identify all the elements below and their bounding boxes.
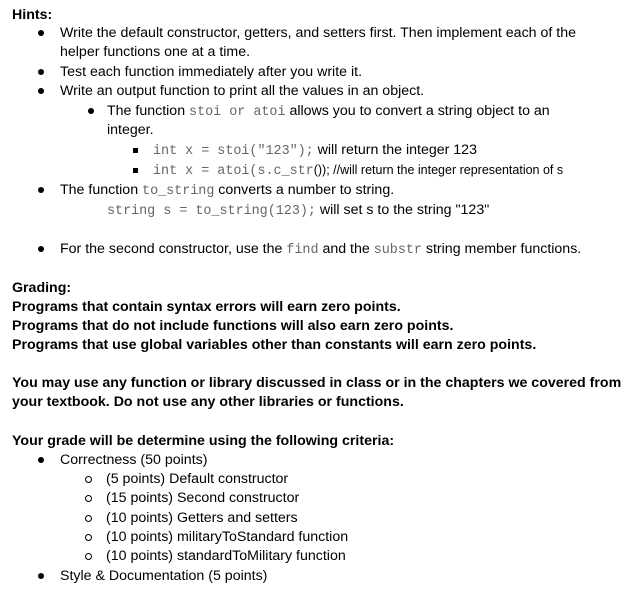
bullet-dot <box>38 24 44 42</box>
hint-3: Write an output function to print all the values in an object. <box>60 83 425 99</box>
code-or: or <box>221 105 254 120</box>
hint-3-sub <box>107 102 550 122</box>
usage-line-1: You may use any function or library discussed in class or in the chapters we covered from <box>12 375 622 391</box>
criteria-item: (5 points) Default constructor <box>106 471 289 487</box>
correctness-item: Correctness (50 points) <box>60 452 208 468</box>
hint-5 <box>60 240 581 260</box>
hint-3-sub-line-2: integer. <box>107 122 154 138</box>
hint-4-pre: The function <box>60 182 143 198</box>
criteria-item: (10 points) standardToMilitary function <box>106 548 346 564</box>
example-1-code: int x = stoi("123"); <box>153 144 314 159</box>
grading-rule-1: Programs that contain syntax errors will earn zero points. <box>12 299 401 315</box>
hint-5-pre: For the second constructor, use the <box>60 241 287 257</box>
style-item: Style & Documentation (5 points) <box>60 568 268 584</box>
bullet-circle <box>85 547 92 565</box>
hint-4-post: converts a number to string. <box>214 182 395 198</box>
bullet-dot <box>38 567 44 585</box>
hint-3-sub-post: allows you to convert a string object to an <box>285 103 550 119</box>
hint-5-mid: and the <box>318 241 374 257</box>
criteria-item: (15 points) Second constructor <box>106 490 300 506</box>
hint-4-example-text: will set s to the string "123" <box>315 202 490 218</box>
grading-rule-2: Programs that do not include functions will also earn zero points. <box>12 318 454 334</box>
hint-3-sub-pre: The function <box>107 103 190 119</box>
hint-4-example <box>107 201 489 221</box>
hint-1-line-2: helper functions one at a time. <box>60 44 251 60</box>
usage-line-2: your textbook. Do not use any other libraries or functions. <box>12 394 404 410</box>
code-find: find <box>286 243 319 258</box>
criteria-item: (10 points) militaryToStandard function <box>106 529 349 545</box>
bullet-circle <box>85 509 92 527</box>
bullet-circle <box>85 528 92 546</box>
hint-5-post: string member functions. <box>421 241 582 257</box>
code-stoi: stoi <box>189 105 222 120</box>
bullet-circle <box>85 489 92 507</box>
bullet-square <box>133 141 138 159</box>
hint-4-example-code: string s = to_string(123); <box>107 204 316 219</box>
hint-2: Test each function immediately after you write it. <box>60 64 363 80</box>
bullet-circle <box>85 470 92 488</box>
bullet-dot <box>38 240 44 258</box>
bullet-dot <box>88 102 94 120</box>
example-2-text: ()); //will return the integer representation of s <box>313 163 564 177</box>
bullet-dot <box>38 63 44 81</box>
criteria-item: (10 points) Getters and setters <box>106 510 298 526</box>
bullet-dot <box>38 82 44 100</box>
criteria-heading: Your grade will be determine using the following criteria: <box>12 433 395 449</box>
hint-1-line-1: Write the default constructor, getters, and setters first. Then implement each of the <box>60 25 576 41</box>
code-to-string: to_string <box>142 184 215 199</box>
hint-4 <box>60 181 394 201</box>
bullet-dot <box>38 451 44 469</box>
example-1 <box>153 141 477 161</box>
hints-heading: Hints: <box>12 7 53 23</box>
example-2 <box>153 161 563 181</box>
grading-rule-3: Programs that use global variables other than constants will earn zero points. <box>12 337 537 353</box>
grading-heading: Grading: <box>12 280 72 296</box>
example-1-text: will return the integer 123 <box>313 142 477 158</box>
bullet-square <box>133 161 138 179</box>
code-substr: substr <box>373 243 422 258</box>
example-2-code: int x = atoi(s.c_str <box>153 164 314 179</box>
bullet-dot <box>38 181 44 199</box>
code-atoi: atoi <box>253 105 286 120</box>
